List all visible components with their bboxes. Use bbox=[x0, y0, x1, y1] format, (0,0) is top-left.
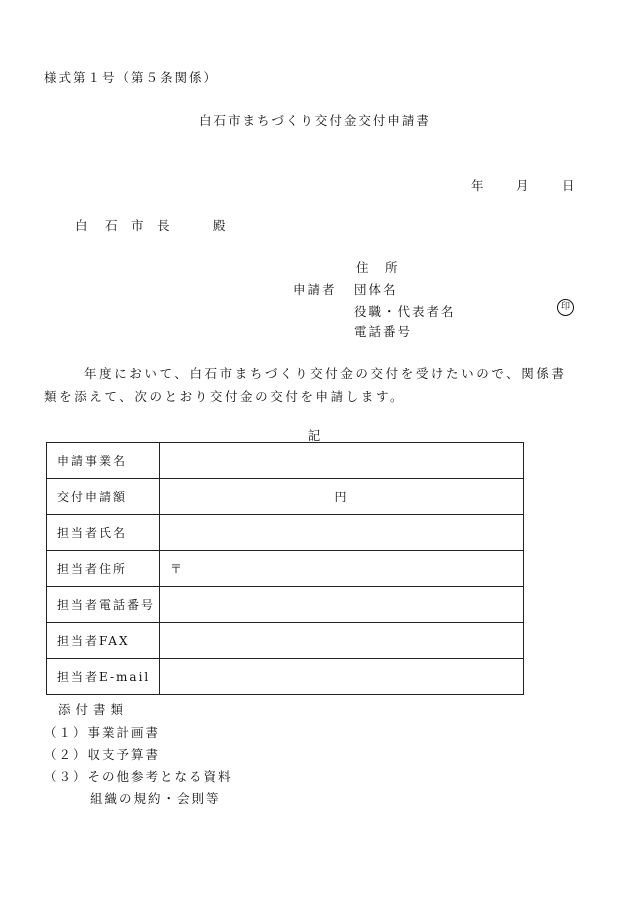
amount-field[interactable]: 円 bbox=[160, 479, 524, 515]
addressee bbox=[75, 216, 226, 234]
application-statement: 年度において、白石市まちづくり交付金の交付を受けたいので、関係書類を添えて、次のとおり交付金の交付を申請します。 bbox=[44, 366, 567, 404]
date-year-label: 年 bbox=[471, 178, 486, 193]
table-row bbox=[47, 479, 524, 515]
table-row bbox=[47, 659, 524, 695]
attachment-item: （２）収支予算書 bbox=[44, 747, 161, 762]
row-label: 申請事業名 bbox=[47, 443, 160, 479]
addressee-char: 市 bbox=[131, 218, 144, 233]
table-row bbox=[47, 587, 524, 623]
applicant-address-label: 住 所 bbox=[356, 260, 400, 275]
table-row bbox=[47, 623, 524, 659]
date-day-label: 日 bbox=[562, 178, 577, 193]
form-number: 様式第１号（第５条関係） bbox=[44, 70, 219, 85]
document-title: 白石市まちづくり交付金交付申請書 bbox=[199, 113, 431, 128]
application-table bbox=[46, 442, 524, 695]
attachment-sub-item: 組織の規約・会則等 bbox=[90, 791, 221, 806]
ki-heading: 記 bbox=[307, 428, 323, 443]
table-row bbox=[47, 515, 524, 551]
contact-email-field[interactable] bbox=[160, 659, 524, 695]
addressee-honorific: 殿 bbox=[213, 218, 226, 233]
row-label: 担当者E-mail bbox=[47, 659, 160, 695]
table-row bbox=[47, 551, 524, 587]
contact-address-field[interactable]: 〒 bbox=[160, 551, 524, 587]
addressee-char: 白 bbox=[75, 218, 88, 233]
contact-name-field[interactable] bbox=[160, 515, 524, 551]
row-label: 担当者電話番号 bbox=[47, 587, 160, 623]
contact-fax-field[interactable] bbox=[160, 623, 524, 659]
row-label: 担当者FAX bbox=[47, 623, 160, 659]
row-label: 担当者住所 bbox=[47, 551, 160, 587]
contact-phone-field[interactable] bbox=[160, 587, 524, 623]
addressee-char: 石 bbox=[105, 218, 118, 233]
applicant-representative-label: 役職・代表者名 bbox=[354, 304, 456, 319]
applicant-phone-label: 電話番号 bbox=[354, 324, 413, 339]
project-name-field[interactable] bbox=[160, 443, 524, 479]
applicant-org-label: 団体名 bbox=[354, 282, 398, 297]
attachments-title: 添付書類 bbox=[58, 702, 129, 717]
row-label: 担当者氏名 bbox=[47, 515, 160, 551]
attachment-item: （３）その他参考となる資料 bbox=[44, 769, 233, 784]
applicant-role-label: 申請者 bbox=[293, 282, 337, 297]
row-label: 交付申請額 bbox=[47, 479, 160, 515]
addressee-char: 長 bbox=[157, 218, 170, 233]
seal-mark: 印 bbox=[557, 299, 574, 316]
table-row bbox=[47, 443, 524, 479]
attachment-item: （１）事業計画書 bbox=[44, 725, 161, 740]
date-month-label: 月 bbox=[516, 178, 531, 193]
